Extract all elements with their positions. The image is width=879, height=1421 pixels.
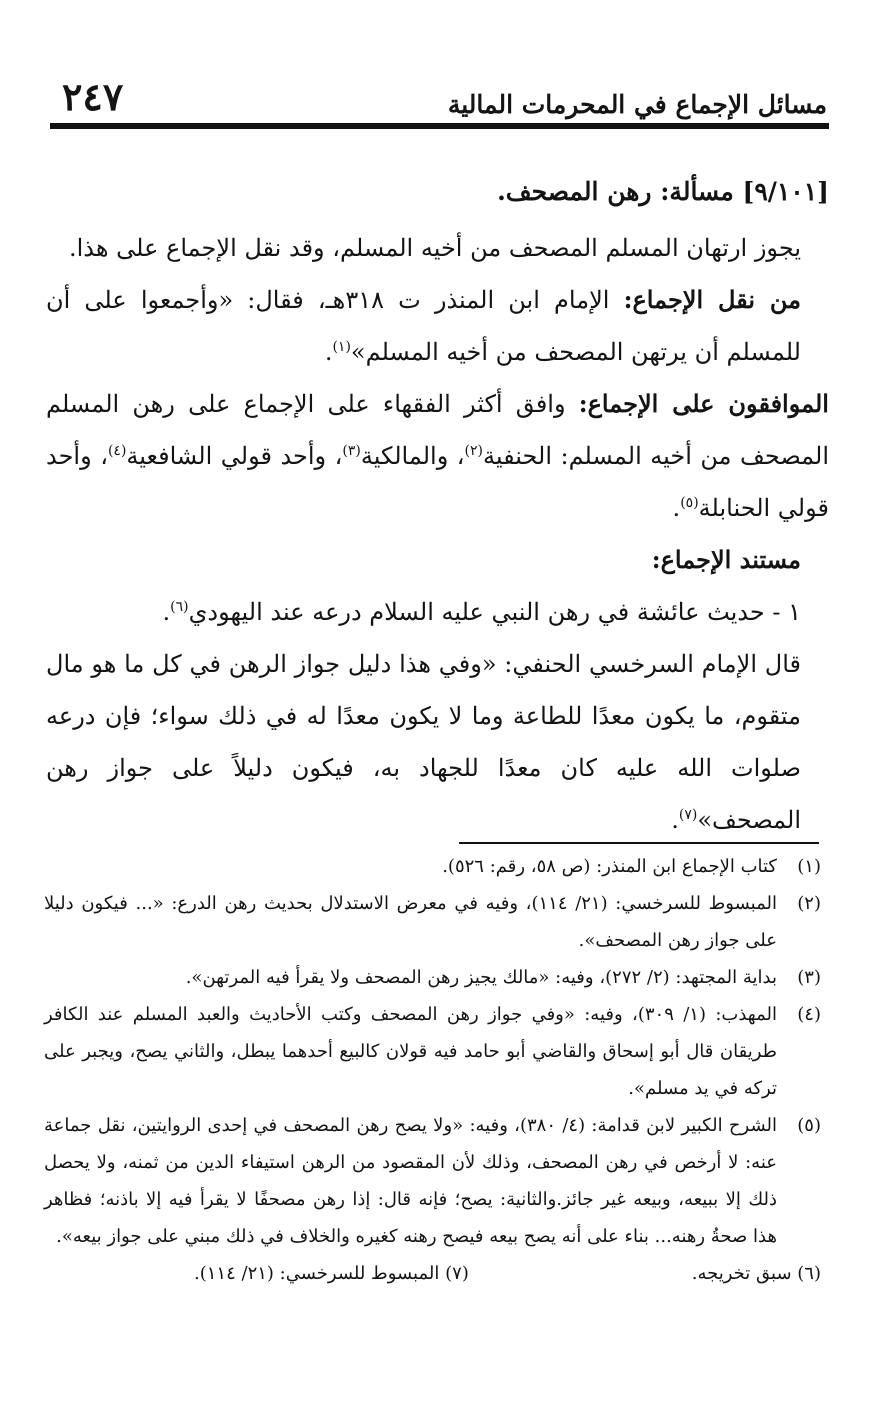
footnote-number: (٣) (797, 967, 821, 988)
ruling-text: يجوز ارتهان المسلم المصحف من أخيه المسلم، وقد نقل الإجماع على هذا. (68, 234, 801, 262)
transmitter-end: . (324, 338, 333, 366)
paragraph-hadith (46, 586, 829, 638)
footnote-text: المبسوط للسرخسي: (٢١/ ١١٤). (194, 1263, 440, 1284)
transmitter-text: الإمام ابن المنذر ت ٣١٨هـ، فقال: «وأجمعوا على أن للمسلم أن يرتهن المصحف من أخيه المسلم» (46, 286, 801, 366)
header-rule (50, 123, 829, 129)
agreeing-text-a: وافق أكثر الفقهاء على الإجماع على رهن المسلم المصحف من أخيه المسلم: الحنفية (46, 390, 829, 470)
footnote-row-6-7 (44, 1255, 821, 1292)
footnote-7 (194, 1255, 469, 1292)
footnote-6 (692, 1255, 821, 1292)
footnote-number: (١) (797, 856, 821, 877)
hadith-end: . (162, 598, 171, 626)
issue-title: مسألة: رهن المصحف. (497, 177, 734, 206)
evidence-heading: مستند الإجماع: (651, 545, 801, 574)
transmitter-label: من نقل الإجماع: (623, 285, 801, 314)
footnote-ref-5: (٥) (680, 495, 699, 511)
footnotes (44, 848, 821, 1292)
footnote-2 (44, 885, 821, 959)
footnote-ref-6: (٦) (170, 599, 189, 615)
agreeing-label: الموافقون على الإجماع: (578, 389, 829, 418)
agreeing-text-c: ، وأحد قولي الشافعية (126, 442, 343, 470)
sarakhsi-text: قال الإمام السرخسي الحنفي: «وفي هذا دليل جواز الرهن في كل ما هو مال متقوم، ما يكون معدًا للطاعة وما لا يكون معدًا له في ذلك سواء؛ فإن درعه صلوات الله عليه كان معدًا للجهاد به، فيكون دليلاً على جواز رهن المصحف» (46, 650, 801, 834)
footnote-ref-2: (٢) (464, 443, 484, 459)
footnote-number: (٧) (445, 1263, 469, 1284)
footnote-5 (44, 1107, 821, 1255)
footnote-number: (٥) (797, 1115, 821, 1136)
footnote-text: سبق تخريجه. (691, 1263, 792, 1284)
footnote-ref-3: (٣) (342, 443, 361, 459)
page-number: ٢٤٧ (62, 74, 124, 119)
agreeing-end: . (672, 494, 681, 522)
agreeing-text-b: ، والمالكية (360, 442, 465, 470)
footnote-separator (459, 842, 819, 844)
footnote-text: الشرح الكبير لابن قدامة: (٤/ ٣٨٠)، وفيه: «ولا يصح رهن المصحف في إحدى الروايتين، نقل جماعة عنه: لا أرخص في رهن المصحف، وذلك لأن المقصود من الرهن استيفاء الدين من ثمنه، ولا يحصل ذلك إلا ببيعه، وبيعه غير جائز.والثانية: يصح؛ فإنه قال: إذا رهن مصحفًا لا يقرأ فيه إلا باذنه؛ فظاهر هذا صحةُ رهنه... بناء على أنه يصح بيعه فيصح رهنه كغيره والخلاف في ذلك مبني على جواز بيعه». (44, 1115, 777, 1247)
issue-number: [٩/١٠١] (742, 177, 829, 206)
footnote-number: (٤) (797, 1004, 821, 1025)
footnote-text: بداية المجتهد: (٢/ ٢٧٢)، وفيه: «مالك يجيز رهن المصحف ولا يقرأ فيه المرتهن». (185, 967, 777, 988)
footnote-4 (44, 996, 821, 1107)
paragraph-consensus-transmitter (46, 274, 829, 378)
page-header (52, 74, 827, 122)
footnote-text: المهذب: (١/ ٣٠٩)، وفيه: «وفي جواز رهن المصحف وكتب الأحاديث والعبد المسلم عند الكافر طريقان قال أبو إسحاق والقاضي أبو حامد فيه قولان كالبيع أحدهما يبطل، والثاني يصح، ويجبر على تركه في يد مسلم». (44, 1004, 777, 1099)
footnote-text: كتاب الإجماع ابن المنذر: (ص ٥٨، رقم: ٥٢٦). (442, 856, 777, 877)
footnote-number: (٦) (797, 1263, 821, 1284)
footnote-3 (44, 959, 821, 996)
footnote-number: (٢) (797, 893, 821, 914)
footnote-1 (44, 848, 821, 885)
footnote-ref-7: (٧) (678, 807, 698, 823)
sarakhsi-end: . (671, 806, 679, 834)
paragraph-ruling (46, 222, 829, 274)
paragraph-sarakhsi-quote (46, 638, 829, 846)
paragraph-agreeing-scholars (46, 378, 829, 534)
issue-heading (46, 166, 829, 218)
footnote-ref-1: (١) (332, 339, 351, 355)
footnote-text: المبسوط للسرخسي: (٢١/ ١١٤)، وفيه في معرض الاستدلال بحديث رهن الدرع: «... فيكون دليلا على جواز رهن المصحف». (44, 893, 777, 951)
footnote-ref-4: (٤) (107, 443, 127, 459)
running-title: مسائل الإجماع في المحرمات المالية (447, 90, 827, 119)
main-text (46, 166, 829, 846)
agreeing-text-d: ، وأحد قولي الحنابلة (46, 442, 829, 522)
hadith-text: ١ - حديث عائشة في رهن النبي عليه السلام درعه عند اليهودي (188, 598, 801, 626)
